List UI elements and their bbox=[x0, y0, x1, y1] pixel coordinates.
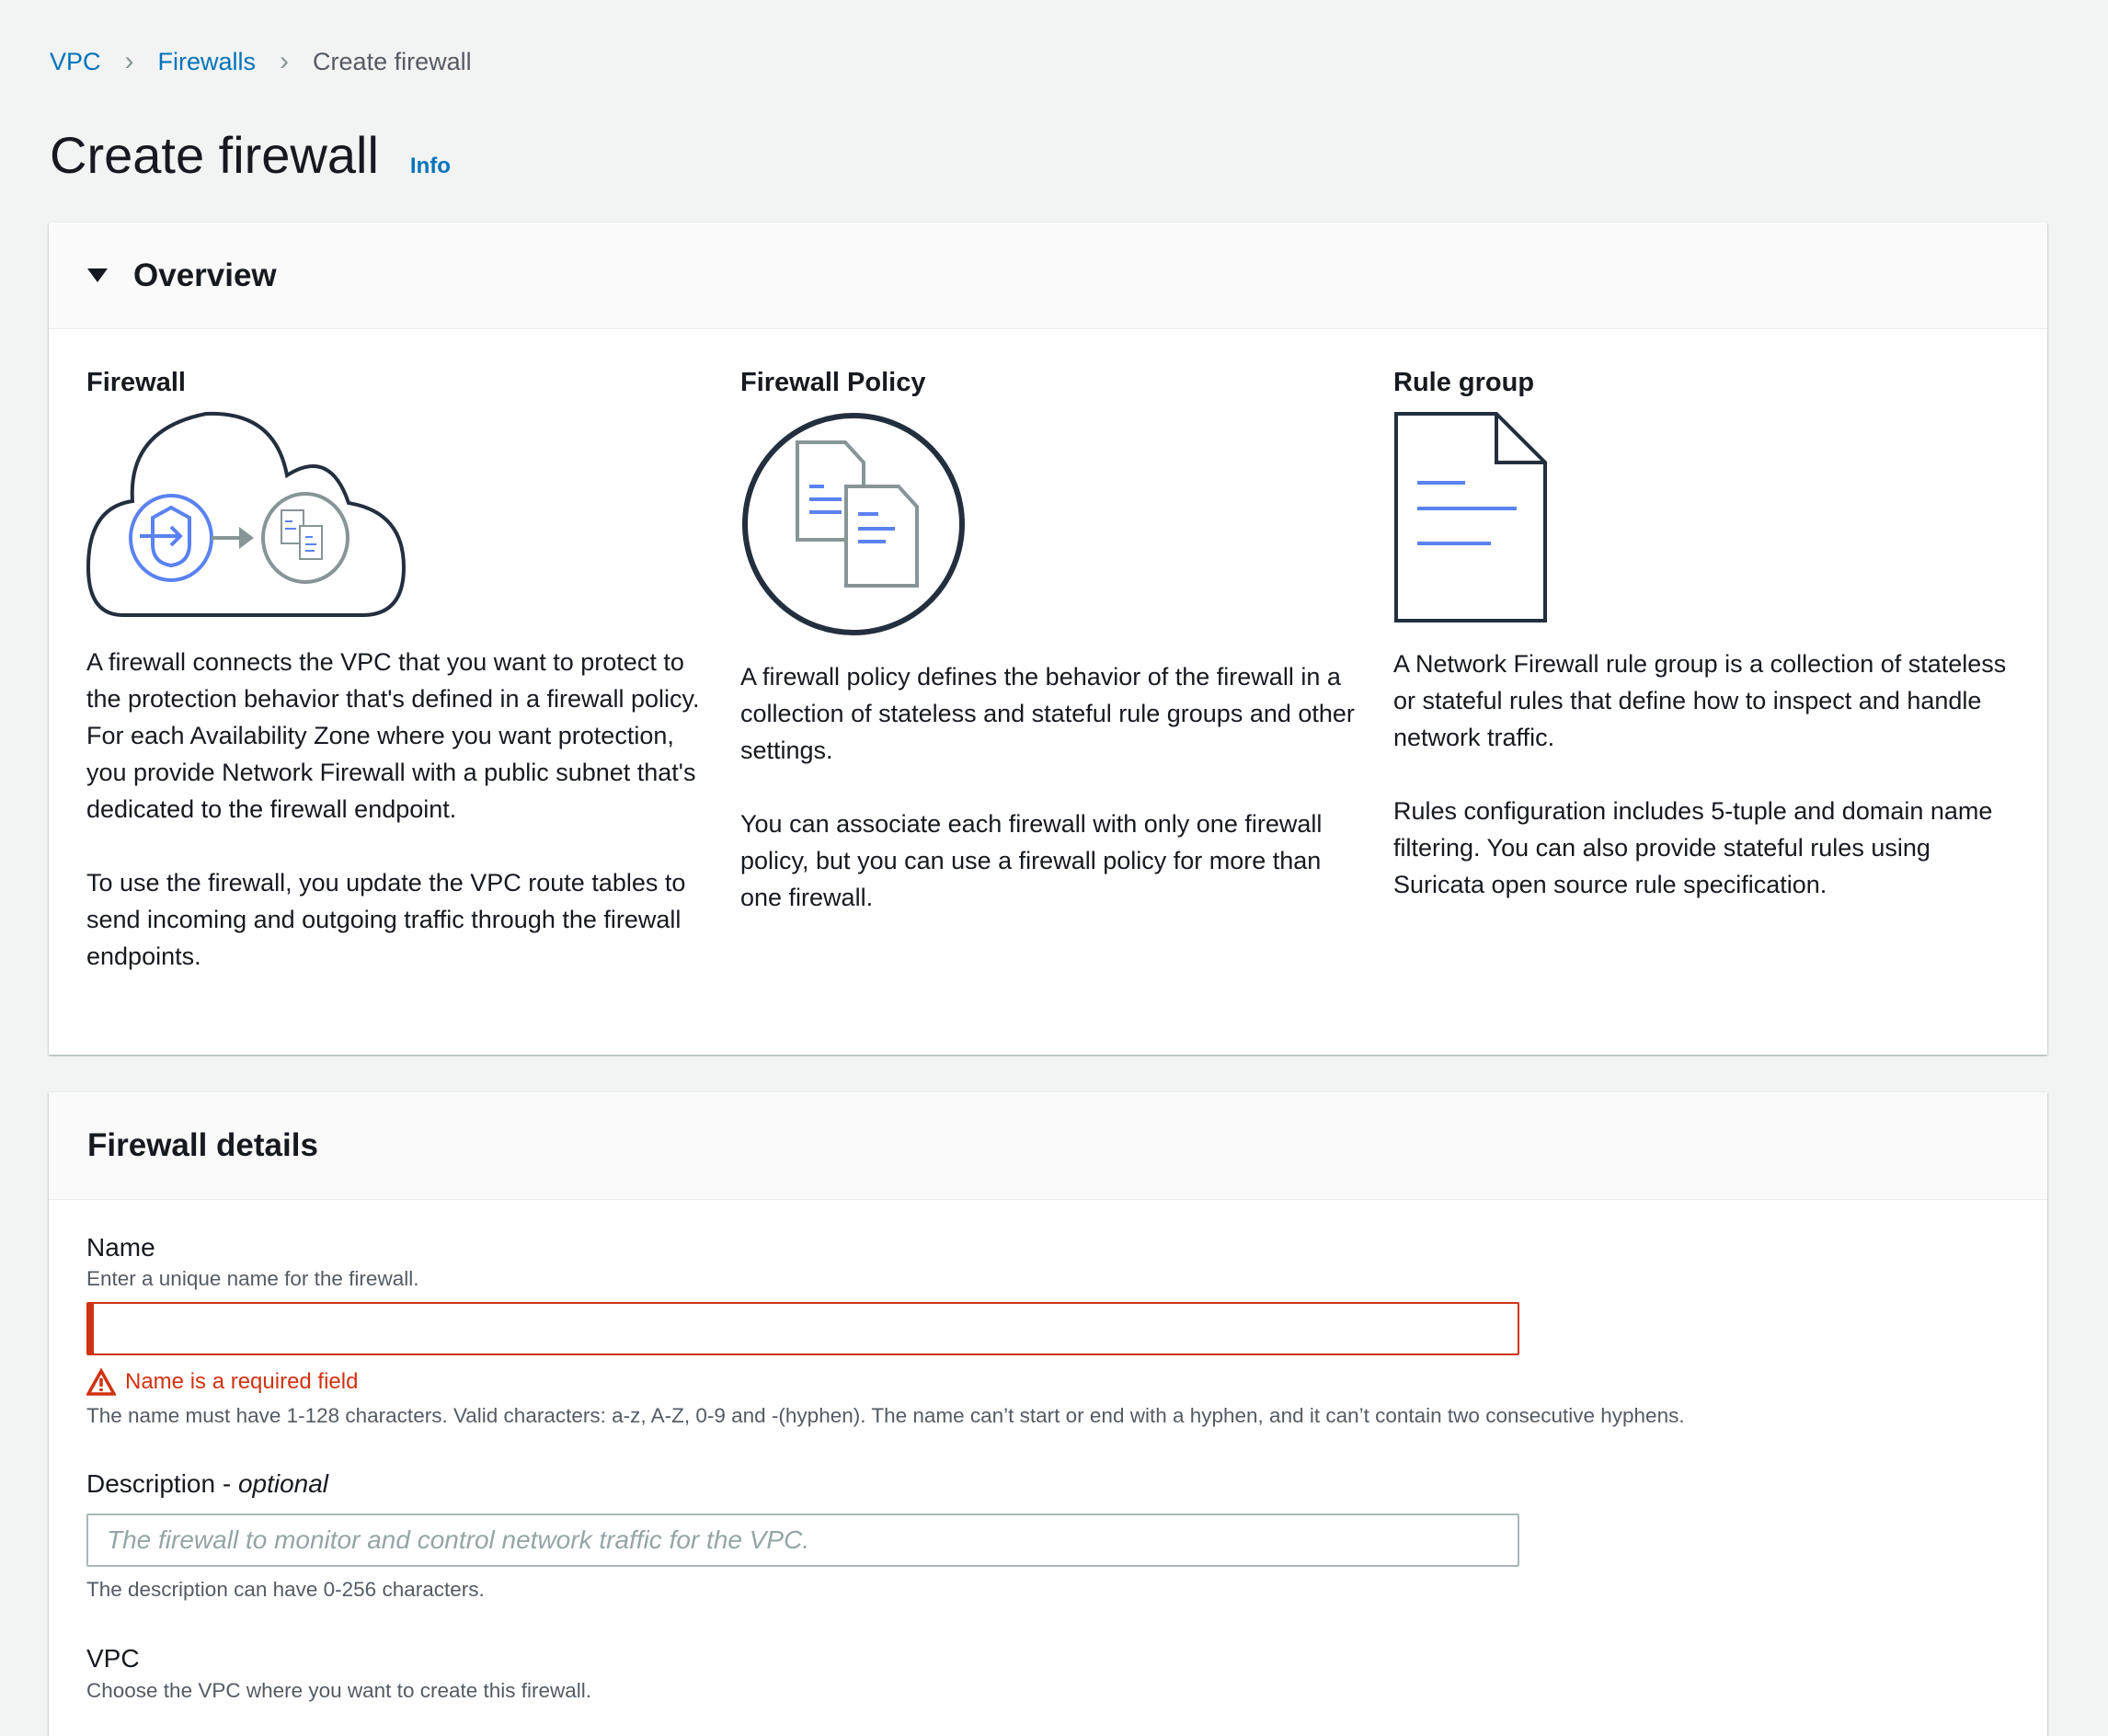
column-text: To use the firewall, you update the VPC route tables to send incoming and outgoing traffic through the firewall endpoints. bbox=[86, 869, 686, 970]
overview-toggle[interactable] bbox=[49, 223, 2047, 329]
overview-panel bbox=[49, 223, 2047, 1055]
column-text: A firewall connects the VPC that you want to protect to the protection behavior that's defined in a firewall policy. For each Availability Zone where you want protection, you provide Network Firewall with a public subnet that's dedicated to the firewall endpoint. bbox=[86, 648, 700, 823]
info-link[interactable]: Info bbox=[409, 154, 451, 178]
column-title: Firewall bbox=[86, 368, 186, 397]
column-text: Rules configuration includes 5-tuple and domain name filtering. You can also provide stateful rules using Suricata open source rule specification. bbox=[1393, 797, 1993, 898]
description-input[interactable]: The firewall to monitor and control network traffic for the VPC. bbox=[86, 1513, 1519, 1567]
name-error-text: Name is a required field bbox=[125, 1369, 359, 1394]
vpc-label: VPC bbox=[86, 1644, 140, 1673]
firewall-policy-icon bbox=[740, 411, 967, 637]
column-title: Rule group bbox=[1393, 368, 1535, 397]
column-text: A firewall policy defines the behavior of the firewall in a collection of stateless and stateful rule groups and other settings. bbox=[740, 663, 1355, 764]
firewall-details-panel bbox=[49, 1092, 2047, 1736]
rule-group-column bbox=[1393, 368, 2019, 903]
firewall-policy-column bbox=[740, 368, 1366, 916]
name-input[interactable] bbox=[86, 1302, 1519, 1355]
chevron-right-icon: › bbox=[124, 46, 134, 76]
chevron-right-icon: › bbox=[280, 46, 290, 76]
firewall-cloud-icon bbox=[86, 411, 408, 622]
page-title-text: Create firewall bbox=[50, 126, 379, 184]
description-label-text: Description - bbox=[86, 1469, 238, 1498]
breadcrumb-vpc[interactable]: VPC bbox=[50, 47, 101, 75]
breadcrumb-firewalls[interactable]: Firewalls bbox=[157, 47, 257, 75]
vpc-hint: Choose the VPC where you want to create this firewall. bbox=[86, 1679, 592, 1702]
overview-title: Overview bbox=[133, 257, 277, 293]
column-text: A Network Firewall rule group is a collection of stateless or stateful rules that define how to inspect and handle network traffic. bbox=[1393, 650, 2007, 751]
column-title: Firewall Policy bbox=[740, 368, 926, 397]
page-title bbox=[50, 125, 451, 185]
name-label: Name bbox=[86, 1233, 155, 1262]
name-constraint: The name must have 1-128 characters. Valid characters: a-z, A-Z, 0-9 and -(hyphen). The name can’t start or end with a hyphen, and it can’t contain two consecutive hyphens. bbox=[86, 1404, 1685, 1427]
caret-down-icon bbox=[87, 268, 108, 282]
rule-group-document-icon bbox=[1393, 411, 1550, 624]
column-text: You can associate each firewall with only one firewall policy, but you can use a firewall policy for more than one firewall. bbox=[740, 810, 1323, 911]
name-error bbox=[86, 1368, 358, 1396]
warning-icon bbox=[86, 1368, 116, 1396]
optional-text: optional bbox=[237, 1469, 329, 1498]
breadcrumb bbox=[50, 46, 472, 77]
name-hint: Enter a unique name for the firewall. bbox=[86, 1267, 419, 1290]
description-label bbox=[86, 1469, 328, 1499]
firewall-details-title: Firewall details bbox=[49, 1092, 2047, 1200]
description-hint: The description can have 0-256 characters. bbox=[86, 1578, 485, 1601]
firewall-column bbox=[86, 368, 712, 975]
breadcrumb-current: Create firewall bbox=[313, 47, 472, 75]
